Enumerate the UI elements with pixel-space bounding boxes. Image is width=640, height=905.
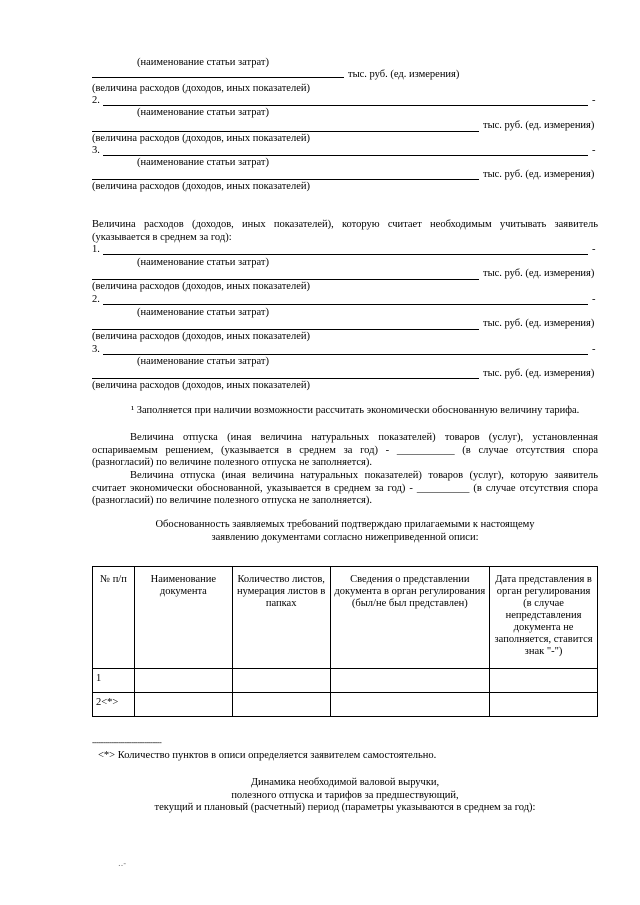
amount-caption: (величина расходов (доходов, иных показателей) <box>92 281 310 292</box>
table-cell <box>134 669 232 693</box>
amount-line <box>92 279 479 280</box>
amount-line <box>92 378 479 379</box>
table-cell <box>490 669 598 693</box>
item-name-caption: (наименование статьи затрат) <box>137 307 269 318</box>
item-number: 1. <box>92 244 100 255</box>
item-number: 3. <box>92 145 100 156</box>
item-name-line <box>103 304 588 305</box>
item-number: 2. <box>92 95 100 106</box>
item-number: 2. <box>92 294 100 305</box>
item-name-caption: (наименование статьи затрат) <box>137 257 269 268</box>
item-number: 3. <box>92 344 100 355</box>
table-cell: 2<*> <box>93 693 135 717</box>
table-row <box>93 669 598 693</box>
line-dash: - <box>592 294 596 305</box>
item-name-line <box>103 254 588 255</box>
table-cell <box>232 669 330 693</box>
column-header-number: № п/п <box>93 567 135 669</box>
table-header-row <box>93 567 598 669</box>
footnote-rule: -------------------------------- <box>92 738 162 747</box>
unit-label: тыс. руб. (ед. измерения) <box>483 120 595 131</box>
footnote-tariff: ¹ Заполняется при наличии возможности рассчитать экономически обоснованную величину тарифа. <box>131 405 580 416</box>
supply-paragraph-established: Величина отпуска (иная величина натуральных показателей) товаров (услуг), установленная оспариваемым решением, (указывается в среднем за год) - ___________ (в случае отсутствия спора (разногласий) по величине полезного отпуска не заполняется). <box>92 432 598 468</box>
amount-caption: (величина расходов (доходов, иных показателей) <box>92 181 310 192</box>
table-cell <box>490 693 598 717</box>
item-name-caption: (наименование статьи затрат) <box>137 356 269 367</box>
amount-line <box>92 131 479 132</box>
amount-caption: (величина расходов (доходов, иных показателей) <box>92 133 310 144</box>
amount-caption: (величина расходов (доходов, иных показателей) <box>92 83 310 94</box>
unit-label: тыс. руб. (ед. измерения) <box>483 169 595 180</box>
line-dash: - <box>592 344 596 355</box>
unit-label: тыс. руб. (ед. измерения) <box>348 69 460 80</box>
table-cell <box>134 693 232 717</box>
documents-inventory-table <box>92 566 598 717</box>
column-header-submission-date: Дата представления в орган регулирования (в случае непредставления документа не заполняется, ставится знак "-") <box>490 567 598 669</box>
table-cell: 1 <box>93 669 135 693</box>
table-row <box>93 693 598 717</box>
footnote-inventory: <*> Количество пунктов в описи определяется заявителем самостоятельно. <box>98 750 437 761</box>
unit-label: тыс. руб. (ед. измерения) <box>483 318 595 329</box>
line-dash: - <box>592 244 596 255</box>
amount-caption: (величина расходов (доходов, иных показателей) <box>92 380 310 391</box>
dynamics-heading: Динамика необходимой валовой выручки, полезного отпуска и тарифов за предшествующий, текущий и плановый (расчетный) период (параметры указываются в среднем за год): <box>154 777 536 813</box>
table-cell <box>232 693 330 717</box>
applicant-intro: Величина расходов (доходов, иных показателей), которую считает необходимым учитывать заявитель (указывается в среднем за год): <box>92 219 598 243</box>
confirmation-text: Обоснованность заявляемых требований подтверждаю прилагаемыми к настоящему заявлению документами согласно нижеприведенной описи: <box>155 519 535 543</box>
item-name-line <box>103 105 588 106</box>
column-header-submission-info: Сведения о представлении документа в орган регулирования (был/не был представлен) <box>330 567 490 669</box>
item-name-line <box>103 354 588 355</box>
item-name-caption: (наименование статьи затрат) <box>137 57 269 68</box>
amount-line <box>92 179 479 180</box>
amount-caption: (величина расходов (доходов, иных показателей) <box>92 331 310 342</box>
amount-line <box>92 329 479 330</box>
column-header-doc-name: Наименование документа <box>134 567 232 669</box>
table-cell <box>330 669 490 693</box>
item-name-caption: (наименование статьи затрат) <box>137 107 269 118</box>
unit-label: тыс. руб. (ед. измерения) <box>483 368 595 379</box>
item-name-line <box>103 155 588 156</box>
line-dash: - <box>592 95 596 106</box>
item-name-caption: (наименование статьи затрат) <box>137 157 269 168</box>
unit-label: тыс. руб. (ед. измерения) <box>483 268 595 279</box>
column-header-sheets: Количество листов, нумерация листов в папках <box>232 567 330 669</box>
table-cell <box>330 693 490 717</box>
scan-mark: ‥- <box>118 859 126 868</box>
supply-paragraph-applicant: Величина отпуска (иная величина натуральных показателей) товаров (услуг), которую заявитель считает экономически обоснованной, указывается в среднем за год) - __________ (в случае отсутствия спора (разногласий) по величине полезного отпуска не заполняется). <box>92 470 598 506</box>
line-dash: - <box>592 145 596 156</box>
amount-line <box>92 77 344 78</box>
